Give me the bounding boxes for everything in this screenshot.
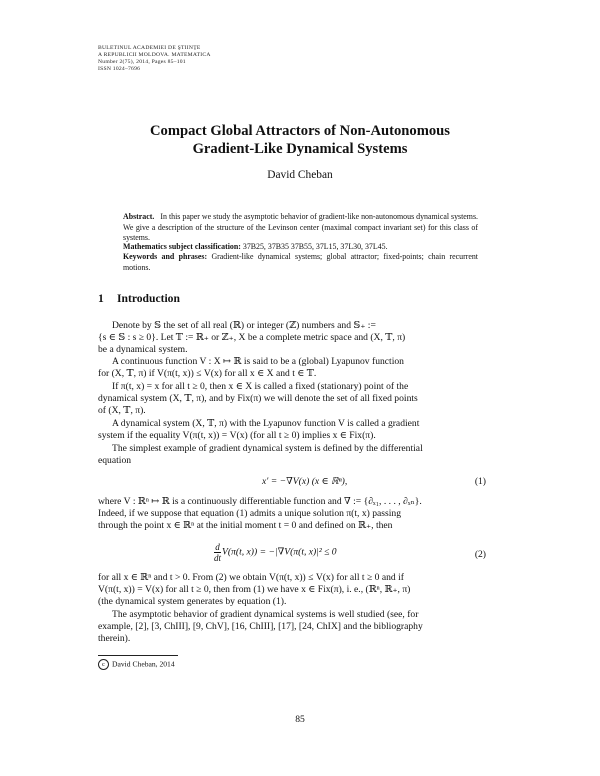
section-heading <box>98 292 180 305</box>
text-line: A continuous function V : X ↦ ℝ is said to be a (global) Lyapunov function <box>112 356 404 367</box>
title-line-2: Gradient-Like Dynamical Systems <box>192 141 408 157</box>
text-line: for (X, 𝕋, π) if V(π(t, x)) ≤ V(x) for all x ∈ X and t ∈ 𝕋. <box>98 368 317 380</box>
journal-name-line-1: BULETINUL ACADEMIEI DE ŞTIINŢE <box>98 45 201 51</box>
text-line: where V : ℝⁿ ↦ ℝ is a continuously differentiable function and ∇ := {∂ₓ₁, . . . , ∂ₓₙ}. <box>98 496 422 507</box>
equation-1-tag: (1) <box>474 476 486 487</box>
journal-name-line-2: A REPUBLICII MOLDOVA. MATEMATICA <box>98 52 211 58</box>
msc-classification <box>123 242 478 253</box>
text-line: example, [2], [3, ChIII], [9, ChV], [16, ChIII], [17], [24, ChIX] and the bibliography <box>98 621 423 633</box>
journal-issue: Number 2(75), 2014, Pages 85–101 <box>98 59 186 65</box>
equation-2-body <box>214 542 337 563</box>
keywords-text: Gradient-like dynamical systems; global attractor; fixed-points; chain recurrent motions. <box>123 252 478 272</box>
derivative-fraction <box>214 542 221 563</box>
paragraph-6 <box>98 496 502 533</box>
footnote-rule <box>98 655 178 656</box>
text-line: The asymptotic behavior of gradient dynamical systems is well studied (see, for <box>112 609 419 620</box>
equation-2-rhs: V(π(t, x)) = −|∇V(π(t, x)|² ≤ 0 <box>222 546 337 558</box>
paragraph-7 <box>98 572 502 609</box>
text-line: {s ∈ 𝕊 : s ≥ 0}. Let 𝕋 := ℝ₊ or ℤ₊, X be a complete metric space and (X, 𝕋, π) <box>98 332 406 344</box>
section-title: Introduction <box>117 292 180 305</box>
copyright-footnote <box>98 659 175 670</box>
text-line: of (X, 𝕋, π). <box>98 405 146 417</box>
paper-title <box>98 122 502 158</box>
page-number: 85 <box>295 714 305 725</box>
abstract-label: Abstract. <box>123 212 155 221</box>
paragraph-3 <box>98 381 502 418</box>
keywords-label: Keywords and phrases: <box>123 252 208 261</box>
text-line: A dynamical system (X, 𝕋, π) with the Lyapunov function V is called a gradient <box>112 418 420 429</box>
copyright-text: David Cheban, 2014 <box>112 659 175 669</box>
text-line: dynamical system (X, 𝕋, π), and by Fix(π) we will denote the set of all fixed points <box>98 393 418 405</box>
equation-2 <box>98 542 502 566</box>
text-line: system if the equality V(π(t, x)) = V(x) (for all t ≥ 0) implies x ∈ Fix(π). <box>98 430 376 442</box>
paragraph-4 <box>98 418 502 442</box>
text-line: equation <box>98 455 132 467</box>
text-line: therein). <box>98 633 131 645</box>
paragraph-8 <box>98 609 502 646</box>
journal-issn: ISSN 1024–7696 <box>98 66 141 72</box>
fraction-denominator: dt <box>214 553 222 563</box>
text-line: Indeed, if we suppose that equation (1) admits a unique solution π(t, x) passing <box>98 508 401 520</box>
text-line: be a dynamical system. <box>98 344 188 356</box>
equation-2-tag: (2) <box>474 549 486 560</box>
text-line: (the dynamical system generates by equation (1). <box>98 596 287 608</box>
text-line: Denote by 𝕊 the set of all real (ℝ) or integer (ℤ) numbers and 𝕊₊ := <box>112 320 376 331</box>
msc-text: 37B25, 37B35 37B55, 37L15, 37L30, 37L45. <box>242 242 388 251</box>
text-line: The simplest example of gradient dynamical system is defined by the differential <box>112 443 423 454</box>
section-number: 1 <box>98 292 104 305</box>
author-name: David Cheban <box>267 169 333 181</box>
copyright-icon: c <box>98 659 109 670</box>
paragraph-1 <box>98 320 502 357</box>
text-line: through the point x ∈ ℝⁿ at the initial moment t = 0 and defined on ℝ₊, then <box>98 520 393 532</box>
fraction-numerator: d <box>215 542 220 552</box>
abstract-text: In this paper we study the asymptotic behavior of gradient-like non-autonomous dynamical systems. We give a description of the structure of the Levinson center (maximal compact invariant set) for this class of systems. <box>123 212 478 243</box>
equation-1-body: x′ = −∇V(x) (x ∈ ℝⁿ), <box>262 476 348 487</box>
text-line: V(π(t, x)) = V(x) for all t ≥ 0, then from (1) we have x ∈ Fix(π), i. e., (ℝⁿ, ℝ₊, π) <box>98 584 411 596</box>
equation-1 <box>98 476 502 490</box>
paragraph-2 <box>98 356 502 380</box>
journal-header <box>98 45 211 73</box>
text-line: If π(t, x) = x for all t ≥ 0, then x ∈ X is called a fixed (stationary) point of the <box>112 381 409 392</box>
abstract <box>123 212 478 244</box>
title-line-1: Compact Global Attractors of Non-Autonomous <box>150 123 450 139</box>
msc-label: Mathematics subject classification: <box>123 242 241 251</box>
keywords <box>123 252 478 273</box>
text-line: for all x ∈ ℝⁿ and t > 0. From (2) we obtain V(π(t, x)) ≤ V(x) for all t ≥ 0 and if <box>98 572 404 583</box>
paragraph-5 <box>98 443 502 467</box>
